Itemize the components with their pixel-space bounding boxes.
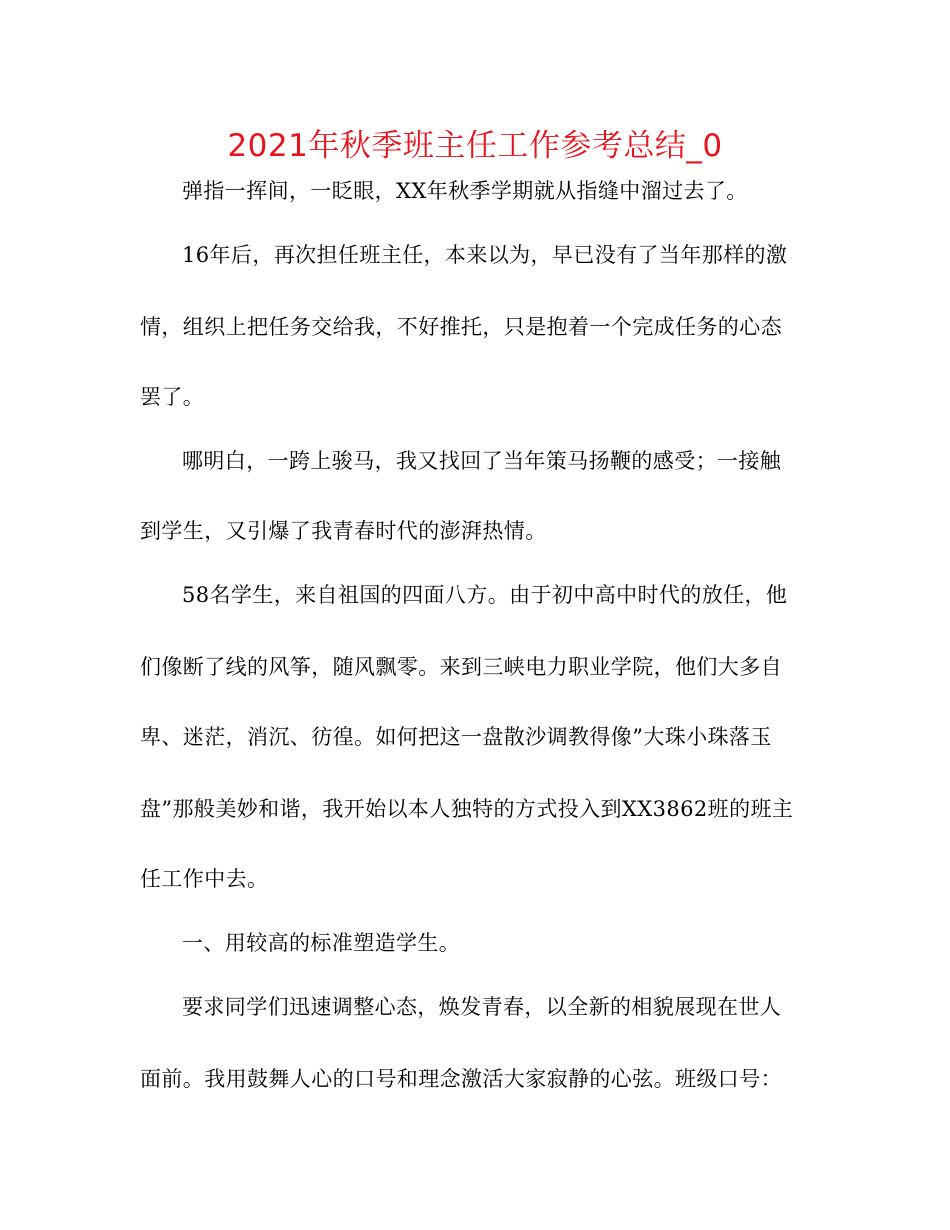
paragraph-line: 面前。我用鼓舞人心的口号和理念激活大家寂静的心弦。班级口号：	[140, 1067, 782, 1091]
paragraph-line: 任工作中去。	[140, 867, 269, 891]
paragraph-line: 58名学生，来自祖国的四面八方。由于初中高中时代的放任，他	[182, 583, 788, 607]
paragraph-line: 到学生，又引爆了我青春时代的澎湃热情。	[140, 519, 547, 543]
section-heading: 一、用较高的标准塑造学生。	[182, 931, 461, 955]
paragraph-line: 盘”那般美妙和谐，我开始以本人独特的方式投入到XX3862班的班主	[140, 797, 794, 821]
document-title: 2021年秋季班主任工作参考总结_0	[227, 128, 723, 164]
paragraph-line: 罢了。	[140, 385, 205, 409]
paragraph-line: 16年后，再次担任班主任，本来以为，早已没有了当年那样的激	[182, 243, 788, 267]
paragraph-line: 哪明白，一跨上骏马，我又找回了当年策马扬鞭的感受；一接触	[182, 449, 782, 473]
paragraph-line: 情，组织上把任务交给我，不好推托，只是抱着一个完成任务的心态	[140, 315, 782, 339]
paragraph-line: 卑、迷茫，消沉、彷徨。如何把这一盘散沙调教得像”大珠小珠落玉	[140, 725, 772, 749]
paragraph-line: 们像断了线的风筝，随风飘零。来到三峡电力职业学院，他们大多自	[140, 655, 782, 679]
paragraph-line: 要求同学们迅速调整心态，焕发青春，以全新的相貌展现在世人	[182, 995, 782, 1019]
paragraph-line: 弹指一挥间，一眨眼，XX年秋季学期就从指缝中溜过去了。	[182, 179, 748, 203]
